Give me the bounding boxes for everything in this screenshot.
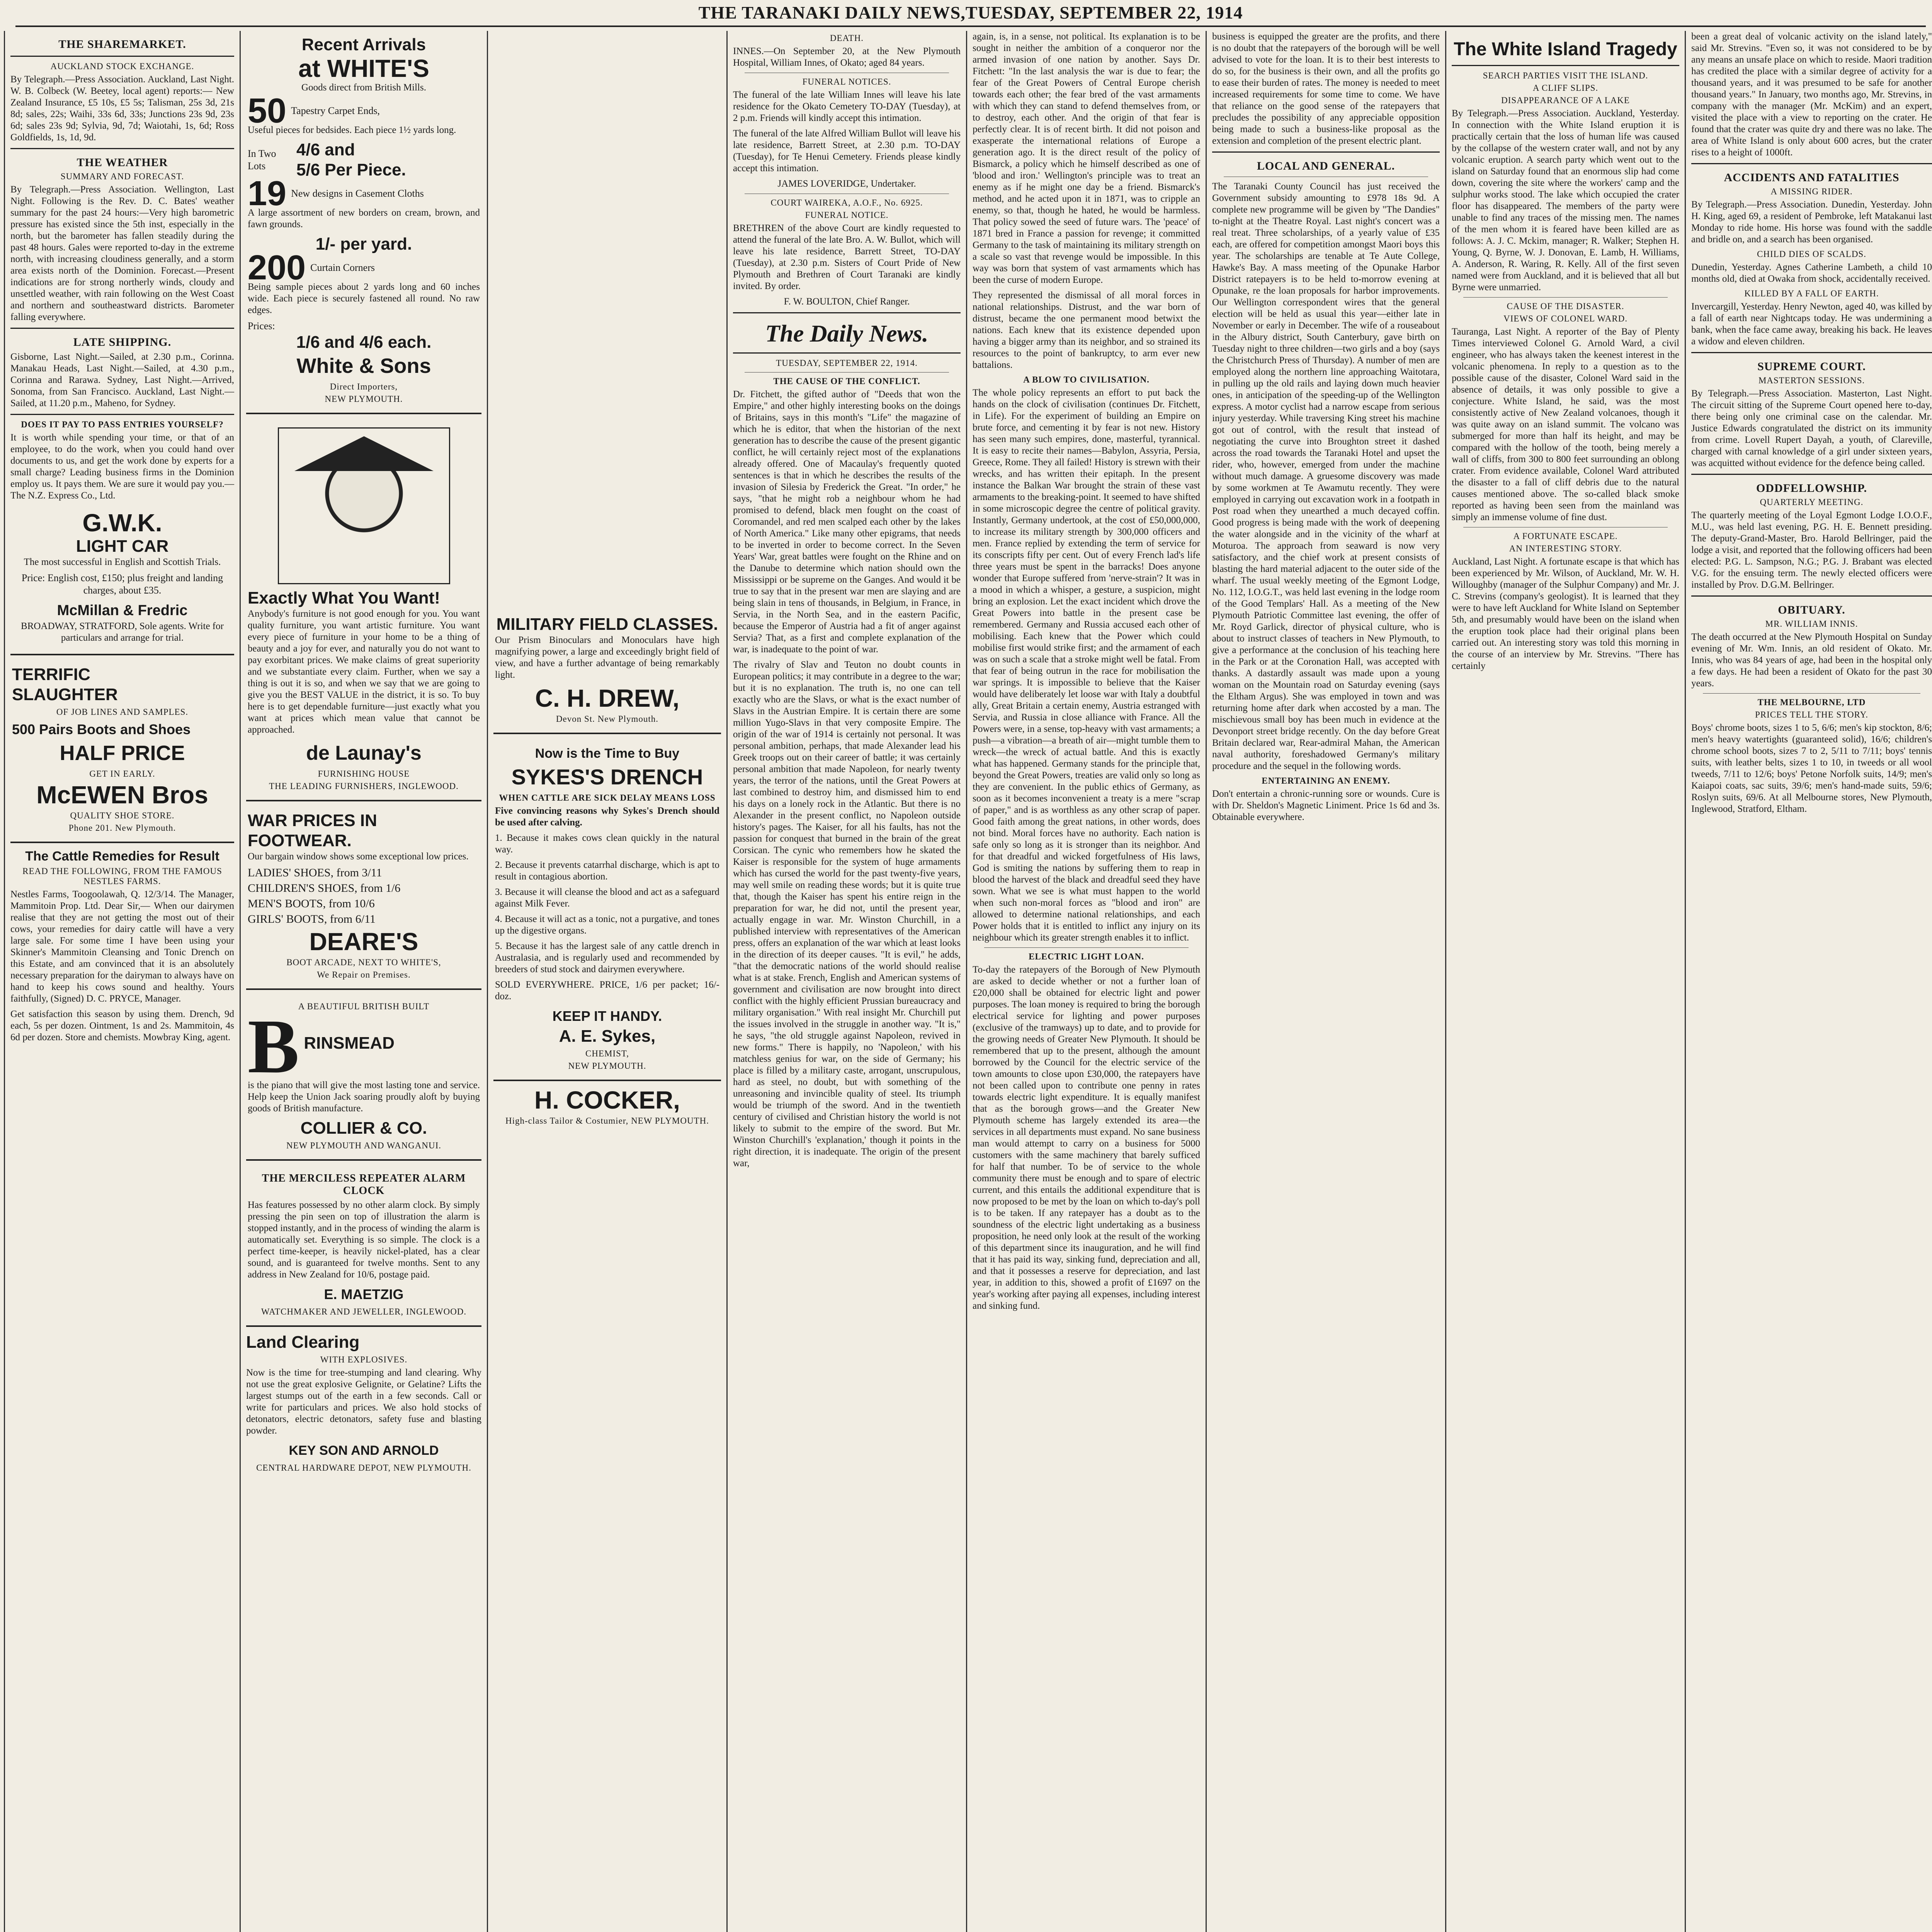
boots-half-price: HALF PRICE (60, 742, 185, 765)
boots-get-early: GET IN EARLY. (89, 769, 155, 779)
delaunay-sub: FURNISHING HOUSE (318, 769, 410, 779)
whites-recent: Recent Arrivals (301, 35, 426, 54)
war-text-continued: again, is, in a sense, not political. Its explanation is to be sought in neither the ambition of a conqueror nor the armed invasion of one nation by another. Says Dr. Fitchett: "In the last analysis the war is due to fear; the fear of the Great Powers of Central Europe cherish towards each other; the fear bred of the vast armaments with which they can stand to defend themselves from, or to destroy, each other. And the origin of that fear is perfectly clear. It is of recent birth. It did not poison and exasperate the international relations of Europe a generation ago. It is the direct result of the policy of Bismarck, a policy which he himself described as one of 'blood and iron.' Wellington's principle was to treat an enemy as if he might one day be a friend. Bismarck's method, and he acted upon it in 1871, was to cripple an enemy, so that, though he hated, he would be harmless. That policy sowed the seed of future wars. The 'peace' of 1871 bred in France a passion for revenge; it committed Germany to the task of maintaining its military strength on a scale so vast that revenge would be impossible. In this way was born that system of vast armaments which has been the curse of modern Europe. (973, 31, 1200, 285)
auckland-exchange-head: AUCKLAND STOCK EXCHANGE. (50, 61, 194, 71)
collier-sub: NEW PLYMOUTH AND WANGANUI. (286, 1141, 442, 1150)
whites-useful: Useful pieces for bedsides. Each piece 1½ yards long. (248, 125, 456, 135)
land-text: Now is the time for tree-stumping and land clearing. Why not use the great explosive Gelignite, or Gelatine? Lifts the largest stumps out of the earth in a few seconds. Call or write for particulars and prices. We also hold stocks of detonators, electric detonators, safety fuse and blasting powder. (246, 1367, 481, 1436)
brinsmead-small: A BEAUTIFUL BRITISH BUILT (298, 1002, 430, 1011)
electric-title: ELECTRIC LIGHT LOAN. (1029, 952, 1144, 961)
maetzig-sub: WATCHMAKER AND JEWELLER, INGLEWOOD. (261, 1307, 467, 1316)
conflict-title: THE CAUSE OF THE CONFLICT. (773, 376, 920, 386)
gwk-name: G.W.K. (82, 509, 162, 537)
local-text: The Taranaki County Council has just received the Government subsidy amounting to £978 18s 9d. A complete new programme will be given by "The Dandies" to-night at the Theatre Royal. Last night's concert was a real treat. Three scholarships, of a yearly value of £35 each, are offered for competition amongst Maori boys this year. The scholarships are tenable at Te Aute College, Hawke's Bay. A mass meeting of the Opunake Harbor District ratepayers is to be held to-morrow evening at Opunake, re the loan proposals for harbor improvements. Our Wellington correspondent wires that the general election will be held as usual this year—either late in November or early in December. The wife of a rouseabout in the Albury district, South Canterbury, gave birth on Tuesday night to three children—two girls and a boy (says the Christchurch Press of Thursday). A number of men are employed along the northern line approaching Waitotara, in pulling up the old rails and laying down much heavier ones, in anticipation of the speeding-up of the Wellington express. A motor cyclist had a narrow escape from serious injury yesterday. While traversing King street his machine got out of control, with the result that instead of negotiating the curve into Broughton street it dashed across the road towards the Taranaki Hotel and upset the rider, who, however, emerged from under the machine without much damage. A gruesome discovery was made by some workmen at Te Awamutu recently. They were employed in carrying out excavation work in a footpath in Post road when they unearthed a much decayed coffin. Good progress is being made with the work of deepening the water alongside and in the vicinity of the wharf at Moturoa. The approach from seaward is now very satisfactory, and the chief work at present consists of blasting the hard material adjacent to the outer side of the wharf. The usual weekly meeting of the Egmont Lodge, No. 112, I.O.G.T., was held last evening in the lodge room of the Good Templars' Hall. As a meeting of the New Plymouth Patriotic Committee last evening, the offer of Mr. Royd Garlick, director of physical culture, who is about to instruct classes of teachers in New Plymouth, to give a performance at the conclusion of his teaching here in the Park or at the Coronation Hall, was accepted with thanks. A dastardly assault was made upon a young woman on the Mountain road on Saturday evening (says the Eltham Argus). She was employed in town and was returning home after dark when accosted by a man. The mischievous small boy has been much in evidence at the Devonport street bridge recently. On the day before Great Britain declared war, Rear-admiral Mahan, the American naval authority, foreshadowed Germany's military procedure and the sequel in the following words. (1212, 181, 1440, 771)
maetzig-name: E. MAETZIG (324, 1286, 404, 1302)
gwk-car: LIGHT CAR (76, 537, 169, 556)
sykes-ad (493, 740, 721, 1081)
delaunay-ad (246, 420, 481, 801)
death-title: DEATH. (830, 33, 864, 43)
fortunate-title: A FORTUNATE ESCAPE. (1513, 531, 1618, 541)
death-text: INNES.—On September 20, at the New Plymouth Hospital, William Innes, of Okato; aged 84 years. (733, 46, 961, 68)
whites-prices: 1/6 and 4/6 each. (296, 333, 432, 352)
column-8 (1685, 31, 1932, 1932)
sykes-reason-5: 5. Because it has the largest sale of any cattle drench in Australasia, and is regularly used and recommended by breeders of stud stock and dairymen everywhere. (495, 941, 719, 975)
white-sons-town: NEW PLYMOUTH. (325, 394, 403, 404)
whites-price-b: 5/6 Per Piece. (296, 160, 406, 179)
sharemarket-text: By Telegraph.—Press Association. Auckland, Last Night. W. B. Colbeck (W. Beetey, local agent) reports:— New Zealand Insurance, £5 10s, £5 5s; Talisman, 25s 3d, 21s 8d; sales, 22s; Waihi, 33s 6d, 33s; Junctions 23s 9d, 23s 6d; sales 23s 9d; Sylvia, 9d, 7d; Waiotahi, 1s, 6d; Ross Goldfields, 1s, 1d, 9d. (10, 74, 234, 143)
cocker-ad (493, 1087, 721, 1126)
shoe-price-3: MEN'S BOOTS, from 10/6 (248, 897, 375, 910)
column-7 (1445, 31, 1685, 1932)
slaughter-ad (10, 661, 234, 843)
delaunay-sub2: THE LEADING FURNISHERS, INGLEWOOD. (269, 781, 459, 791)
column-4 (726, 31, 966, 1932)
deare-ad (246, 807, 481, 990)
white-island-title: The White Island Tragedy (1454, 39, 1677, 60)
cattle-title: The Cattle Remedies for Result (25, 849, 219, 864)
boots-line-1: 500 Pairs Boots and Shoes (12, 721, 191, 737)
sykes-reason-1: 1. Because it makes cows clean quickly in the natural way. (495, 833, 719, 855)
obituary-title: OBITUARY. (1778, 604, 1845, 616)
whites-19-row (248, 174, 480, 213)
cocker-name: H. COCKER, (534, 1086, 680, 1114)
keep-handy: KEEP IT HANDY. (552, 1008, 662, 1024)
sykes-name: A. E. Sykes, (559, 1027, 656, 1046)
entertaining-text: Don't entertain a chronic-running sore or wounds. Cure is with Dr. Sheldon's Magnetic Liniment. Price 1s 6d and 3s. Obtainable everywhere. (1212, 789, 1440, 822)
kinley-sub: CENTRAL HARDWARE DEPOT, NEW PLYMOUTH. (256, 1463, 471, 1473)
island-text-continued: been a great deal of volcanic activity on the island lately," said Mr. Strevins. "Even so, it was not considered to be by any means an unsafe place on which to reside. Maori tradition has credited the place with a similar degree of activity for a thousand years, and it was presumed to be safe for another thousand years." In January, two months ago, Mr. Strevins, in company with the manager (Mr. McKim) and an expert, visited the place with a view to reporting on the crater. He found that the crater was quite dry and there was no lake. The area of White Island is only about 600 acres, but the crater rises to a height of 1000ft. (1691, 31, 1932, 158)
court-ranger: F. W. BOULTON, Chief Ranger. (784, 296, 910, 307)
sykes-sub: WHEN CATTLE ARE SICK DELAY MEANS LOSS (499, 793, 716, 803)
brinsmead-letter: B (248, 1014, 299, 1080)
war-prices-title: WAR PRICES IN FOOTWEAR. (248, 811, 377, 850)
court-text: BRETHREN of the above Court are kindly requested to attend the funeral of the late Bro. A. W. Bullot, which will leave his late residence, Barrett Street, TO-DAY (Tuesday), at 2.30 p.m. Sisters of Court Pride of New Plymouth and Brethren of Court Taranaki are kindly invited. By order. (733, 223, 961, 291)
melbourne-text: Boys' chrome boots, sizes 1 to 5, 6/6; men's kip stockton, 8/6; men's heavy watertights (guaranteed solid), 16/6; children's chrome school boots, sizes 7 to 2, 5/11 to 7/11; boys' tennis suits, with leather belts, sizes 1 to 10, in tweeds or all wool tweeds, 7/11 to 12/6; boys' Petone Norfolk suits, 14/9; men's Kaiapoi coats, sac suits, 39/6; men's hand-made suits, 59/6; Roslyn suits, 69/6. At all Melbourne stores, New Plymouth, Inglewood, Stratford, Eltham. (1691, 723, 1932, 814)
paper-date: TUESDAY, SEPTEMBER 22, 1914. (776, 358, 918, 368)
whites-prices-label: Prices: (248, 320, 275, 332)
exactly-headline: Exactly What You Want! (248, 588, 440, 607)
accidents-title: ACCIDENTS AND FATALITIES (1724, 171, 1900, 184)
cattle-foot: Get satisfaction this season by using them. Drench, 9d each, 5s per dozen. Ointment, 1s and 2s. Mammitoin, 4s 6d per dozen. Store and chemists. Mowbray King, agent. (10, 1009, 234, 1043)
military-title: MILITARY FIELD CLASSES. (496, 615, 718, 634)
whites-50-text: Tapestry Carpet Ends, (291, 105, 380, 116)
sykes-time: Now is the Time to Buy (535, 746, 680, 761)
funeral-1: The funeral of the late William Innes will leave his late residence for the Okato Cemetery TO-DAY (Tuesday), at 2 p.m. Friends will kindly accept this intimation. (733, 90, 961, 123)
brinsmead-name: RINSMEAD (304, 1034, 395, 1053)
repeater-ad (246, 1166, 481, 1327)
gwk-price: Price: English cost, £150; plus freight and landing charges, about £35. (21, 572, 223, 596)
supreme-text: By Telegraph.—Press Association. Masterton, Last Night. The circuit sitting of the Supreme Court opened here to-day, there being only one criminal case on the calendar. Mr. Justice Edwards congratulated the district on its immunity from crime. Lovell Rupert Dayah, a youth, of Clareville, charged with carnal knowledge of a girl under sixteen years, was acquitted without evidence for the defence being called. (1691, 388, 1932, 468)
masthead: THE TARANAKI DAILY NEWS,TUESDAY, SEPTEMBER 22, 1914 (15, 2, 1926, 27)
daily-news-logo: The Daily News. (765, 321, 929, 347)
column-2 (240, 31, 487, 1932)
deare-repair: We Repair on Premises. (317, 970, 411, 980)
missing-rider: A MISSING RIDER. (1770, 187, 1853, 196)
sykes-town: NEW PLYMOUTH. (568, 1061, 646, 1071)
whites-in-two: In Two Lots (248, 148, 276, 172)
whites-19-price: 1/- per yard. (315, 235, 412, 253)
fortunate-text: Auckland, Last Night. A fortunate escape is that which has been experienced by Mr. Wilson, of Auckland, Mr. W. H. Willoughby (manager of the Sulphur Company) and Mr. J. C. Strevins (company's geologist). It is learned that they were to have left Auckland for White Island on September 5th, and presumably would have been on the island when the eruption took place had their original plans been carried out. An interesting story was told this morning in the course of an interview by Mr. Strevins. "There has certainly (1452, 556, 1679, 671)
colonel-text: Tauranga, Last Night. A reporter of the Bay of Plenty Times interviewed Colonel G. Arnold Ward, a civil engineer, who has always taken the keenest interest in the volcanic phenomena. In reply to a question as to the possible cause of the disaster, Colonel Ward said in the absence of details, it was only possible to give a conjecture. White Island, he said, was the most consistently active of New Zealand volcanoes, though it was quite away on an island summit. The volcano was submerged for more than half its height, and may be compared with the hollow of the tooth, being merely a wall of cliffs, from 300 to 800 feet surrounding an oblong crater. From evidence available, Colonel Ward attributed the disaster to a fall of cliff debris due to the natural causes mentioned above. The so-called black smoke reported as having been seen from the mainland was simply an immense volume of fine dust. (1452, 327, 1679, 522)
mcewen-sub: QUALITY SHOE STORE. (70, 811, 175, 820)
shoe-price-4: GIRLS' BOOTS, from 6/11 (248, 913, 376, 925)
slaughter-line-2: SLAUGHTER (12, 685, 118, 704)
express-title: DOES IT PAY TO PASS ENTRIES YOURSELF? (21, 420, 224, 429)
war-text-continued-2: They represented the dismissal of all moral forces in national relationships. Distrust, and the war born of distrust, became the one permanent mood betwixt the nations. Each knew that its existence depended upon having a bigger army than its neighbor, and so strained its resources to the point of bankruptcy, to arm ever new battalions. (973, 290, 1200, 370)
fall-of-earth: KILLED BY A FALL OF EARTH. (1744, 289, 1879, 298)
whites-50-num: 50 (248, 92, 287, 130)
whites-19-desc: A large assortment of new borders on cream, brown, and fawn grounds. (248, 207, 480, 230)
drew-name: C. H. DREW, (535, 684, 680, 712)
column-6 (1206, 31, 1445, 1932)
mcmillan-name: McMillan & Fredric (57, 602, 188, 619)
cliff-slips: A CLIFF SLIPS. (1532, 83, 1599, 93)
slaughter-line-3: OF JOB LINES AND SAMPLES. (56, 707, 189, 717)
conflict-text-2: The rivalry of Slav and Teuton no doubt counts in European politics; it may contribute in a degree to the war; but it is no explanation. The truth is, no one can tell exactly who are the Slavs, or what is the exact number of Slavs in the Austrian Empire. It is certain there are some million Yugo-Slavs in that very composite Empire. The origin of the war of 1914 is certainly not personal. It was personal ambition, perhaps, that made Alexander lead his Greek troops out on their career of battle; it was certainly personal ambition that made Napoleon, for nearly twenty years, the terror of the nations, until the Great Powers at last combined to destroy him, and dismissed him to end his days on a lonely rock in the Atlantic. But there is no Alexander in the present conflict, no Napoleon outside history's pages. The Kaiser, for all his faults, has not the passion for conquest that burned in the brain of the great Corsican. The cynic who remembers how he skated the Kaiser is responsible for the system of huge armaments which has cursed the world for the past twenty-five years, may well smile on reading these words; but it is quite true that, though the Kaiser has spent his entire reign in the preparation for war, he did not, until the present year, actually engage in war. Mr. Winston Churchill, in a published interview with representatives of the American press, offers an explanation of the war which at least looks in the direction of its deeper causes. "It is evil," he adds, "that the democratic nations of the world should realise what is at stake. French, English and American systems of government and civilisation are now brought into direct conflict with the highly efficient Prussian bureaucracy and military organisation." With real insight Mr. Churchill put the issues involved in the struggle in another way. "It is," he says, "the old struggle against Napoleon, revived in new forms." There is happily, no 'Napoleon,' with his matchless genius for war, on the side of Germany; his place is filled by a military caste, arrogant, unscrupulous, hard as steel, no doubt, but with something of the unreasoning and invincible quality of steel. Its triumph would be triumph of the sword. And in the twentieth century of civilised and Christian history the world is not likely to submit to the empire of the sword. But Mr. Winston Churchill's 'explanation,' though it points in the right direction, it is inadequate. The origin of the present war, (733, 660, 961, 1168)
whites-19-text: New designs in Casement Cloths (291, 188, 424, 199)
masterton-sessions: MASTERTON SESSIONS. (1758, 376, 1865, 385)
melbourne-title: THE MELBOURNE, LTD (1757, 697, 1866, 707)
whites-title: at WHITE'S (298, 54, 429, 82)
whites-200-text: Curtain Corners (310, 262, 375, 273)
gwk-text: The most successful in English and Scottish Trials. (24, 557, 221, 567)
sykes-reasons-title: Five convincing reasons why Sykes's Drench should be used after calving. (495, 806, 719, 828)
military-text: Our Prism Binoculars and Monoculars have high magnifying power, a large and exceedingly bright field of view, and have a further advantage of being remarkably light. (495, 635, 719, 680)
sykes-reason-4: 4. Because it will act as a tonic, not a purgative, and tones up the digestive organs. (495, 914, 719, 936)
cocker-sub: High-class Tailor & Costumier, NEW PLYMOUTH. (505, 1116, 709, 1126)
undertaker: JAMES LOVERIDGE, Undertaker. (777, 179, 916, 189)
quarterly-meeting: QUARTERLY MEETING. (1760, 497, 1864, 507)
kinley-name: KEY SON AND ARNOLD (289, 1443, 439, 1458)
child-text: Dunedin, Yesterday. Agnes Catherine Lambeth, a child 10 months old, died at Owaka from shock, accidentally received. (1691, 262, 1932, 284)
whites-200-desc: Being sample pieces about 2 yards long and 60 inches wide. Each piece is securely fastened all round. No raw edges. (248, 282, 480, 315)
whites-price-a: 4/6 and (296, 140, 355, 159)
weather-text: By Telegraph.—Press Association. Wellington, Last Night. Following is the Rev. D. C. Bates' weather summary for the past 24 hours:—Very high barometric pressure has existed since the 5th inst, especially in the north, but the barometer has fallen steadily during the past 48 hours. Gales were reported to-day in the extreme north, with increasing cloudiness generally, and a storm area exists north of the Dominion. Forecast.—Present indications are for strong northerly winds, cloudy and unsettled weather, with rain following on the West Coast and northern and southeastward districts. Barometer falling everywhere. (10, 184, 234, 322)
whites-200-row (248, 248, 480, 287)
repeater-text: Has features possessed by no other alarm clock. By simply pressing the pin seen on top of illustration the alarm is stopped instantly, and in the process of winding the alarm is automatically set. Everything is so simple. The clock is a perfect time-keeper, is heavily nickel-plated, has a clear sound, and is guaranteed for twelve months. Sent to any address in New Zealand for 10/6, postage paid. (248, 1200, 480, 1280)
furniture-cartoon-image (278, 427, 450, 584)
shoe-price-1: LADIES' SHOES, from 3/11 (248, 866, 382, 879)
shipping-title: LATE SHIPPING. (73, 336, 172, 349)
war-prices-text: Our bargain window shows some exceptional low prices. (248, 851, 469, 862)
column-3 (487, 31, 726, 1932)
column-5 (966, 31, 1206, 1932)
fortunate-sub: AN INTERESTING STORY. (1509, 544, 1622, 553)
column-3-spacer (493, 31, 721, 611)
sykes-reason-2: 2. Because it prevents catarrhal discharge, which is apt to result in contagious abortion. (495, 860, 719, 882)
brinsmead-text: is the piano that will give the most lasting tone and service. Help keep the Union Jack soaring proudly aloft by buying goods of British manufacture. (248, 1080, 480, 1114)
entertaining-title: ENTERTAINING AN ENEMY. (1262, 776, 1390, 786)
missing-text: By Telegraph.—Press Association. Dunedin, Yesterday. John H. King, aged 69, a resident of Pembroke, left Matakanui last Monday to ride home. His horse was found with the saddle and bridle on, and a search has been organised. (1691, 199, 1932, 245)
shoe-price-2: CHILDREN'S SHOES, from 1/6 (248, 882, 401, 895)
mcmillan-addr: BROADWAY, STRATFORD, Sole agents. Write for particulars and arrange for trial. (21, 621, 224, 643)
land-sub: WITH EXPLOSIVES. (320, 1355, 408, 1364)
cattle-text: Nestles Farms, Toogoolawah, Q. 12/3/14. The Manager, Mammitoin Prop. Ltd. Dear Sir,— When our dairymen realise that they are not getting the most out of their cows, your remedies for dairy cattle will have a very large sale. For some time I have been using your Skinner's Mammitoin Cleansing and Tonic Drench on this Estate, and am convinced that it is an absolutely necessary preparation for the dairyman to always have on hand to keep his cows sound and healthy. Yours faithfully, (Signed) D. C. PRYCE, Manager. (10, 889, 234, 1004)
melbourne-sub: PRICES TELL THE STORY. (1755, 710, 1868, 719)
exactly-text: Anybody's furniture is not good enough for you. You want quality furniture, you want artistic furniture. You want every piece of furniture in your home to be a thing of beauty and a joy for ever, and naturally you do not want to pay exorbitant prices. We make claims of great superiority and we substantiate every claim. Further, when we say a thing is out it is so, and when we say that we are going to give you the BEST VALUE in the district, it is so. To buy here is to get dependable furniture—just exactly what you want at prices which mean value that cannot be approached. (248, 609, 480, 735)
white-sons-sub: Direct Importers, (330, 382, 398, 391)
deare-sub: BOOT ARCADE, NEXT TO WHITE'S, (286, 957, 441, 967)
funeral-title: FUNERAL NOTICES. (802, 77, 891, 87)
whites-19-num: 19 (248, 174, 287, 213)
repeater-title: THE MERCILESS REPEATER ALARM CLOCK (262, 1172, 466, 1197)
whites-ad (246, 31, 481, 414)
sykes-reason-3: 3. Because it will cleanse the blood and act as a safeguard against Milk Fever. (495, 887, 719, 909)
military-ad (493, 611, 721, 734)
land-title: Land Clearing (246, 1333, 360, 1352)
land-clearing-ad (246, 1332, 481, 1473)
weather-title: THE WEATHER (77, 156, 168, 169)
child-scalds: CHILD DIES OF SCALDS. (1757, 249, 1866, 259)
supreme-court-title: SUPREME COURT. (1757, 360, 1866, 373)
drew-addr: Devon St. New Plymouth. (556, 714, 659, 724)
sykes-drench: SYKES'S DRENCH (511, 765, 703, 789)
oddfellowship-text: The quarterly meeting of the Loyal Egmont Lodge I.O.O.F., M.U., was held last evening, P.G. H. E. Bennett presiding. The deputy-Grand-Master, Bro. Harold Bellringer, paid the lodge a visit, and reported that the following officers had been elected: P.G. L. Sampson, N.G.; P.G. J. Brabant was elected V.G. for the ensuing term. The newly elected officers were installed by Prov. D.G.M. Bellringer. (1691, 510, 1932, 590)
mcewen-phone: Phone 201. New Plymouth. (68, 823, 176, 833)
express-text: It is worth while spending your time, or that of an employee, to do the work, when you could hand over documents to us, and get the work done by experts for a small charge? Leading business firms in the Dominion employ us. It pays them. We are sure it would pay you.—The N.Z. Express Co., Ltd. (10, 432, 234, 501)
court-title: COURT WAIREKA, A.O.F., No. 6925. (770, 198, 923, 207)
brinsmead-ad (246, 995, 481, 1161)
earth-text: Invercargill, Yesterday. Henry Newton, aged 40, was killed by a fall of earth near Nightcaps today. He was undermining a bank, when the face came away, breaking his back. He leaves a widow and eleven children. (1691, 301, 1932, 347)
sykes-chemist: CHEMIST, (585, 1049, 629, 1058)
sharemarket-title: THE SHAREMARKET. (58, 38, 186, 51)
collier-name: COLLIER & CO. (300, 1119, 427, 1138)
local-title: LOCAL AND GENERAL. (1257, 160, 1395, 172)
mcewen-name: McEWEN Bros (36, 781, 208, 809)
gwk-ad (10, 505, 234, 655)
slaughter-line-1: TERRIFIC (12, 665, 90, 684)
innis-title: MR. WILLIAM INNIS. (1765, 619, 1858, 629)
delaunay-name: de Launay's (306, 742, 422, 764)
white-sons-name: White & Sons (296, 354, 431, 378)
deare-name: DEARE'S (309, 928, 418, 956)
weather-sub: SUMMARY AND FORECAST. (60, 172, 184, 181)
column-1 (4, 31, 240, 1932)
whites-goods: Goods direct from British Mills. (301, 82, 426, 93)
court-notice: FUNERAL NOTICE. (805, 210, 889, 220)
colonel-sub: VIEWS OF COLONEL WARD. (1503, 314, 1628, 323)
white-island-text: By Telegraph.—Press Association. Auckland, Yesterday. In connection with the White Island eruption it is practically certain that the loss of human life was caused by the collapse of the western crater wall, and not by any volcanic eruption. A search party which went out to the island on Saturday found that an enormous slip had come down, covering the site where the workers' camp and the sulphur works stood. The lake which occupied the crater floor has disappeared. The members of the party were unable to find any traces of the missing men. The names of the men whom it is feared have been killed are as follows: A. J. C. Mckim, manager; R. Walker; Stephen H. Young, Q. Byrne, W. J. Donovan, E. Lamb, H. Williams, A. Anderson, R. Waring, R. Kelly. All of the first seven named were from Auckland, and it is believed that all but Byrne were unmarried. (1452, 108, 1679, 293)
lake-disappears: DISAPPEARANCE OF A LAKE (1501, 95, 1630, 105)
innis-text: The death occurred at the New Plymouth Hospital on Sunday evening of Mr. Wm. Innis, an old resident of Okato. Mr. Innis, who was 84 years of age, had been in the hospital only a few days. He had been a resident of Okato for the past 30 years. (1691, 632, 1932, 689)
whites-200-num: 200 (248, 248, 306, 287)
blow-text: The whole policy represents an effort to put back the hands on the clock of civilisation (continues Dr. Fitchett, in Life). For the experiment of building an Empire on brute force, and cementing it by fear is not new. History has seen many such empires, done, masterful, tyrannical. It is easy to recite their names—Babylon, Assyria, Persia, Greece, Rome. They all failed! History is strewn with their wrecks, and has written their epitaph. In the present instance the Balkan War brought the strain of these vast armaments to the breaking-point. It seemed to have shifted in some microscopic degree the centre of political gravity. Instantly, Germany undertook, at the cost of £50,000,000, to increase its military strength by 300,000 officers and men. France replied by extending the term of service for its conscripts fifty per cent. Out of every French lad's life three years must be spent in the barracks! Does anyone wonder that Europe suffered from 'nerve-strain'? It was in a mood in which a whisper, a gesture, a suspicion, might bring an explosion. Let the exact incident which drove the Great Powers into battle in the present case be remembered. Germany and Russia accused each other of mobilising. Each knew that the Power which could mobilise first would strike first; and the armament of each was on such a scale that a stroke might well be fatal. From that fear of being outrun in the race for mobilisation the war springs. It is impossible to believe that the Kaiser would have deliberately let loose war with Italy a doubtful ally, Great Britain a certain enemy, Austria estranged with Servia, and Russia in close alliance with France. All the Powers were, in a sense, top-heavy with vast armaments; a push—a vibration—a breath of air—might tumble them to wreck—the wreck of actual battle. And this is exactly what has happened. Germany stands for the principle that, beyond the Great Powers, treaties are valid only so long as they are convenient. In the public ethics of Germany, as soon as it becomes inconvenient a treaty is a mere "scrap of paper," and is as worthless as any other scrap of paper. Good faith among the great nations, in other words, does not bind. Moral forces have no authority. Each nation is safe only so long as it is stronger than its neighbor. And for that dreadful and wicked forgetfulness of His laws, God is smiting the nations by suffering them to reap in blood the harvest of the black and dreadful seed they have sown. What we see is what must happen to the world when such non-moral forces as "blood and iron" are allowed to determine national relationships, and each Power holds that it is entitled to inflict any injury on its neighbour which its greater strength enables it to inflict. (973, 388, 1200, 943)
sykes-sold: SOLD EVERYWHERE. PRICE, 1/6 per packet; 16/- doz. (495, 980, 719, 1002)
electric-text: To-day the ratepayers of the Borough of New Plymouth are asked to decide whether or not a further loan of £20,000 shall be obtained for electric light and power purposes. The loan money is required to bring the borough electrical service for lighting and power purposes (exclusive of the tramways) up to date, and to provide for the growing needs of Greater New Plymouth. It should be remembered that up to the present, although the amount borrowed by the Council for the electric service of the town amounts to close upon £30,000, the ratepayers have not been called upon to contribute one penny in rates towards electric light expenditure. It is equally manifest that as the borough grows—and the Greater New Plymouth scheme has largely extended its area—the services in all departments must expand. No sane business man would attempt to carry on a business for 5000 customers with the same machinery that barely sufficed for half that number. To be of service to the whole community there must be enough and to spare of electric current, and this entails the additional expenditure that is now proposed to be met by the loan on which to-day's poll is to be taken. If any ratepayer has a doubt as to the soundness of the electric light undertaking as a business proposition, he need only look at the result of the working of this department since its inauguration, and he will find that it has paid its way, sinking fund, depreciation and all, and that it possesses a reserve for depreciation, and last year, in addition to this, showed a profit of £1697 on the year's working after paying all expenses, including interest and sinking fund. (973, 964, 1200, 1311)
electric-text-continued: business is equipped the greater are the profits, and there is no doubt that the ratepayers of the borough will be well advised to vote for the loan. It is to their best interests to do so, for the business is their own, and all the profits go to ease their burden of rates. The money is needed to meet increased requirements for some time to come. We have that reliance on the good sense of the ratepayers that precludes the possibility of any appreciable opposition being made to such a business-like proposal as the extension and completion of the present electric plant. (1212, 31, 1440, 146)
shipping-text: Gisborne, Last Night.—Sailed, at 2.30 p.m., Corinna. Manakau Heads, Last Night.—Sailed, at 4.30 p.m., Corinna and Rarawa. Sydney, Last Night.—Arrived, Sonoma, from San Francisco. Auckland, Last Night.—Sailed, at 11.20 p.m., Maheno, for Sydney. (10, 352, 234, 408)
cause-title: CAUSE OF THE DISASTER. (1507, 301, 1624, 311)
search-parties: SEARCH PARTIES VISIT THE ISLAND. (1483, 71, 1648, 80)
blow-title: A BLOW TO CIVILISATION. (1023, 375, 1150, 384)
cattle-ad (10, 849, 234, 1043)
cattle-sub: READ THE FOLLOWING, FROM THE FAMOUS NESTLES FARMS. (22, 866, 222, 886)
funeral-2: The funeral of the late Alfred William Bullot will leave his late residence, Barrett Street, at 2.30 p.m. TO-DAY (Tuesday), for Te Henui Cemetery. Friends please kindly accept this intimation. (733, 128, 961, 173)
conflict-text: Dr. Fitchett, the gifted author of "Deeds that won the Empire," and other highly interesting books on the doings of Britains, says in this month's "Life" the magazine of which he is editor, that when the historian of the next generation has to describe the cause of the present gigantic conflict, he will certainly reject most of the explanations already offered. One of Macaulay's frequently quoted sentences is that in which he describes the results of the invasion of Silesia by Frederick the Great. "In order," he says, "that he might rob a neighbour whom he had promised to defend, black men fought on the coast of Coromandel, and red men scalped each other by the lakes of North America." Like many other epigrams, that needs to be inverted in order to become correct. In the Seven Years' War, great battles were fought on the Rhine and on the Danube to determine which nation should own the Mississippi or be supreme on the Ganges. And would it be true to say that in the present war men are slaying and are being slain in tens of thousands, in Belgium, in France, in Servia, in the North Sea, and in the eastern Pacific, because the Emperor of Austria had a fit of anger against Servia? That, as a first and complete explanation of the war, is inadequate to the point of war. (733, 389, 961, 655)
oddfellowship-title: ODDFELLOWSHIP. (1756, 482, 1867, 495)
